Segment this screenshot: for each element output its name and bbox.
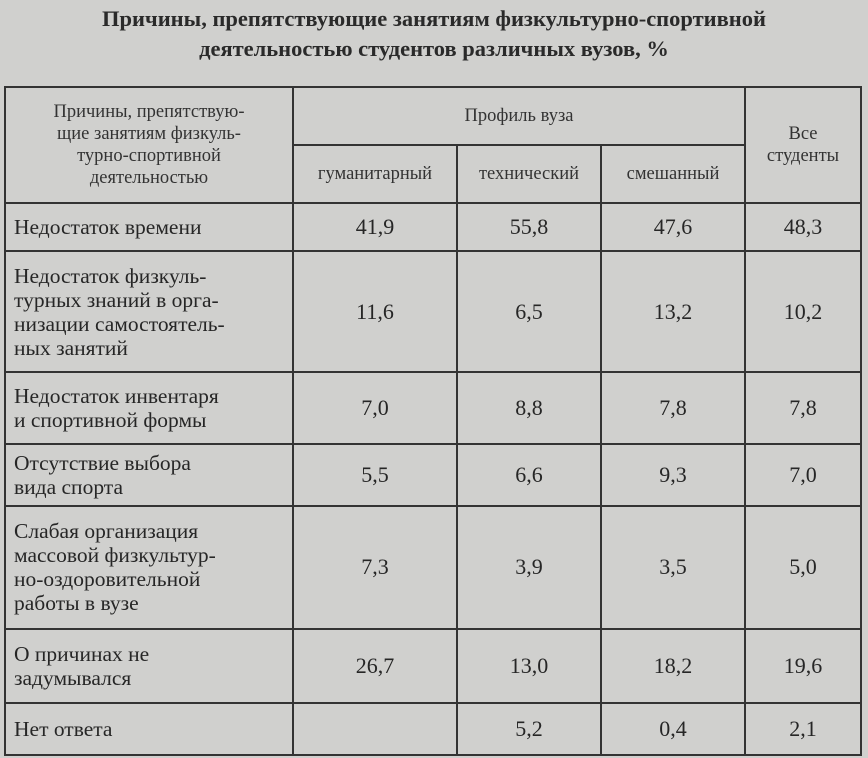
reason-header-line: Причины, препятствую- <box>53 102 245 123</box>
value: 7,3 <box>361 554 389 580</box>
value-cell <box>293 506 457 628</box>
value: 13,0 <box>509 652 549 678</box>
value-cell <box>457 506 601 628</box>
reason-header-line: деятельностью <box>89 168 209 189</box>
reason-header-line: турно-спортивной <box>77 146 221 167</box>
reason-line: задумывался <box>14 665 132 690</box>
table-row <box>5 372 861 444</box>
value: 5,2 <box>515 715 543 741</box>
value-cell <box>457 372 601 444</box>
reason-line: Недостаток физкуль- <box>14 263 207 288</box>
value-cell <box>601 506 745 628</box>
value-cell <box>293 203 457 251</box>
all-students-line: студенты <box>766 146 840 167</box>
table-row <box>5 251 861 371</box>
value: 41,9 <box>355 214 395 240</box>
value: 5,5 <box>361 462 389 488</box>
reason-line: ных занятий <box>14 335 128 360</box>
value: 3,5 <box>659 554 687 580</box>
data-table <box>4 86 862 756</box>
value: 10,2 <box>783 298 823 324</box>
value: 0,4 <box>659 715 687 741</box>
value-cell <box>457 629 601 703</box>
value-cell <box>745 203 861 251</box>
col-header-mixed: смешанный <box>601 145 745 203</box>
reason-cell <box>5 203 293 251</box>
table-row <box>5 506 861 628</box>
value: 3,9 <box>515 554 543 580</box>
value-cell <box>293 372 457 444</box>
reason-line: Нет ответа <box>14 716 113 741</box>
col-header-humanitarian: гуманитарный <box>293 145 457 203</box>
value-cell <box>293 703 457 755</box>
value: 6,6 <box>515 462 543 488</box>
all-students-line: Все <box>788 124 818 145</box>
reason-line: Недостаток инвентаря <box>14 383 219 408</box>
table-row <box>5 703 861 755</box>
reason-header-line: щие занятиям физкуль- <box>57 124 241 145</box>
reason-cell <box>5 629 293 703</box>
value-cell <box>745 372 861 444</box>
header-row-1 <box>5 87 861 145</box>
value: 55,8 <box>509 214 549 240</box>
value: 9,3 <box>659 462 687 488</box>
reason-line: Недостаток времени <box>14 215 202 240</box>
reason-cell <box>5 506 293 628</box>
value: 11,6 <box>356 298 394 324</box>
value: 18,2 <box>653 652 693 678</box>
value-cell <box>601 203 745 251</box>
value-cell <box>457 444 601 506</box>
reason-column-header <box>5 87 293 203</box>
value: 47,6 <box>653 214 693 240</box>
value: 5,0 <box>789 554 817 580</box>
value: 2,1 <box>789 715 817 741</box>
reason-line: вида спорта <box>14 475 123 500</box>
value-cell <box>745 251 861 371</box>
value: 19,6 <box>783 652 823 678</box>
title-line-2: деятельностью студентов различных вузов, % <box>199 36 669 61</box>
value-cell <box>601 703 745 755</box>
value-cell <box>457 203 601 251</box>
value: 6,5 <box>515 298 543 324</box>
title-line-1: Причины, препятствующие занятиям физкультурно-спортивной <box>102 6 766 31</box>
value-cell <box>293 629 457 703</box>
reason-line: и спортивной формы <box>14 407 207 432</box>
reason-cell <box>5 703 293 755</box>
reason-line: О причинах не <box>14 641 150 666</box>
value-cell <box>601 629 745 703</box>
all-students-header <box>745 87 861 203</box>
reason-cell <box>5 444 293 506</box>
value: 7,0 <box>789 462 817 488</box>
reason-line: массовой физкультур- <box>14 543 216 568</box>
value-cell <box>745 629 861 703</box>
reason-line: Отсутствие выбора <box>14 451 191 476</box>
table-row <box>5 444 861 506</box>
reason-line: Слабая организация <box>14 519 199 544</box>
value-cell <box>745 703 861 755</box>
value-cell <box>457 251 601 371</box>
value: 7,8 <box>789 394 817 420</box>
value-cell <box>601 372 745 444</box>
col-header-technical: технический <box>457 145 601 203</box>
value-cell <box>601 444 745 506</box>
value-cell <box>457 703 601 755</box>
value: 13,2 <box>653 298 693 324</box>
value: 7,0 <box>361 394 389 420</box>
reason-line: работы в вузе <box>14 591 139 616</box>
table-row <box>5 203 861 251</box>
reason-cell <box>5 251 293 371</box>
profile-group-header: Профиль вуза <box>293 87 745 145</box>
value-cell <box>745 444 861 506</box>
value-cell <box>293 251 457 371</box>
value-cell <box>745 506 861 628</box>
table-title <box>0 4 868 64</box>
reason-line: но-оздоровительной <box>14 567 201 592</box>
table-row <box>5 629 861 703</box>
value: 48,3 <box>783 214 823 240</box>
value-cell <box>601 251 745 371</box>
value: 7,8 <box>659 394 687 420</box>
value-cell <box>293 444 457 506</box>
reason-cell <box>5 372 293 444</box>
value: 8,8 <box>515 394 543 420</box>
reason-line: турных знаний в орга- <box>14 287 219 312</box>
value: 26,7 <box>355 652 395 678</box>
reason-line: низации самостоятель- <box>14 311 225 336</box>
